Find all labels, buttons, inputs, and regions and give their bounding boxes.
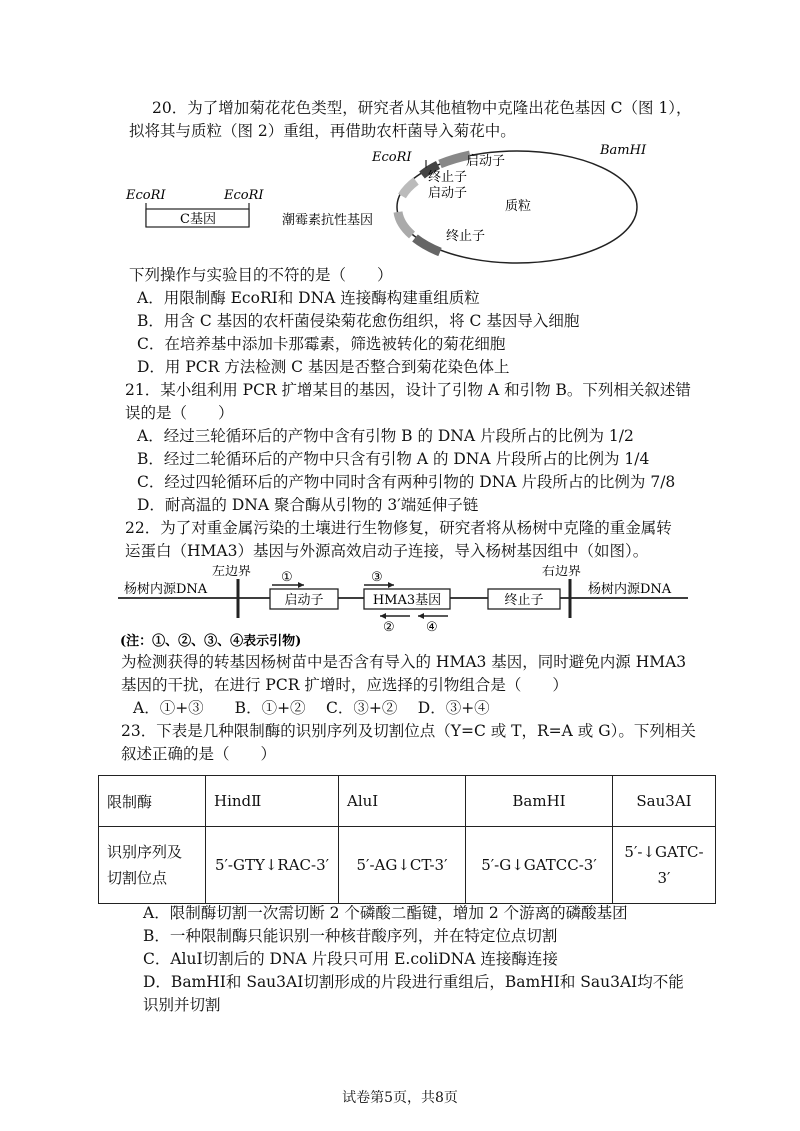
primer-note: (注：①、②、③、④表示引物) <box>120 634 302 649</box>
q20-question: 下列操作与实验目的不符的是（ ） <box>129 266 393 284</box>
q23-stem-line2: 叙述正确的是（ ） <box>121 745 277 763</box>
q22-stem-line2: 运蛋白（HMA3）基因与外源高效启动子连接，导入杨树基因组中（如图）。 <box>125 542 649 560</box>
q21-option-c: C．经过四轮循环后的产物中同时含有两种引物的 DNA 片段所占的比例为 7/8 <box>137 473 676 491</box>
q22-construct-diagram <box>118 565 698 650</box>
primer-4-label: ④ <box>426 620 438 635</box>
fig1-gene-label: C基因 <box>180 212 216 227</box>
fig1-left-site: EcoRⅠ <box>126 188 166 203</box>
fig2-plasmid <box>280 142 660 267</box>
fig2-promoter-inner: 启动子 <box>428 186 468 201</box>
primer-1-label: ① <box>281 570 293 585</box>
table-header-cell: 限制酶 <box>99 776 206 827</box>
fig2-terminator-bottom: 终止子 <box>446 229 486 244</box>
site-hindii: 5′-GTY↓RAC-3′ <box>206 827 339 904</box>
q20-stem-line2: 拟将其与质粒（图 2）重组，再借助农杆菌导入菊花中。 <box>129 122 516 140</box>
promoter-label: 启动子 <box>284 593 324 608</box>
fig1-right-site: EcoRⅠ <box>224 188 264 203</box>
site-alui: 5′-AG↓CT-3′ <box>339 827 466 904</box>
q21-option-d: D．耐高温的 DNA 聚合酶从引物的 3′端延伸子链 <box>137 496 479 514</box>
fig2-bamhi: BamHⅠ <box>600 143 647 158</box>
q22-body-line2: 基因的干扰，在进行 PCR 扩增时，应选择的引物组合是（ ） <box>121 676 568 694</box>
fig1-c-gene <box>118 185 278 235</box>
q21-stem-line1: 21．某小组利用 PCR 扩增某目的基因，设计了引物 A 和引物 B。下列相关叙述错 <box>125 381 691 399</box>
q23-stem-line1: 23．下表是几种限制酶的识别序列及切割位点（Y=C 或 T，R=A 或 G）。下列相关 <box>121 722 696 740</box>
fig2-ecori: EcoRⅠ <box>372 150 412 165</box>
q22-stem-line1: 22．为了对重金属污染的土壤进行生物修复，研究者将从杨树中克隆的重金属转 <box>125 519 672 537</box>
q23-option-a: A．限制酶切割一次需切断 2 个磷酸二酯键，增加 2 个游离的磷酸基团 <box>143 904 628 922</box>
table-row <box>99 776 716 827</box>
q23-option-d-cont: 识别并切割 <box>143 996 221 1014</box>
q20-stem-line1: 20．为了增加菊花花色类型，研究者从其他植物中克隆出花色基因 C（图 1）， <box>152 99 692 117</box>
q23-option-c: C．AluⅠ切割后的 DNA 片段只可用 E.coliDNA 连接酶连接 <box>143 950 558 968</box>
table-row <box>99 827 716 904</box>
q21-option-b: B．经过二轮循环后的产物中只含有引物 A 的 DNA 片段所占的比例为 1/4 <box>137 450 650 468</box>
site-bamhi: 5′-G↓GATCC-3′ <box>466 827 613 904</box>
site-sau3ai: 5′-↓GATC-3′ <box>613 827 716 904</box>
q23-option-d: D．BamHⅠ和 Sau3AⅠ切割形成的片段进行重组后，BamHⅠ和 Sau3AⅠ均不能 <box>143 973 684 991</box>
q23-option-b: B．一种限制酶只能识别一种核苷酸序列，并在特定位点切割 <box>143 927 558 945</box>
q20-option-b: B．用含 C 基因的农杆菌侵染菊花愈伤组织，将 C 基因导入细胞 <box>137 312 580 330</box>
q22-options: A．①+③ B．①+② C．③+② D．③+④ <box>133 699 490 717</box>
primer-2-label: ② <box>383 620 395 635</box>
fig2-resistance-gene: 潮霉素抗性基因 <box>282 213 374 228</box>
fig2-terminator-top: 终止子 <box>428 170 468 185</box>
right-endogenous-dna: 杨树内源DNA <box>588 582 672 597</box>
row2-head-line1: 识别序列及 <box>107 843 183 861</box>
q20-option-d: D．用 PCR 方法检测 C 基因是否整合到菊花染色体上 <box>137 358 510 376</box>
enzyme-hindii: HindⅡ <box>206 776 339 827</box>
q20-option-c: C．在培养基中添加卡那霉素，筛选被转化的菊花细胞 <box>137 335 506 353</box>
q22-body-line1: 为检测获得的转基因杨树苗中是否含有导入的 HMA3 基因，同时避免内源 HMA3 <box>121 653 687 671</box>
enzyme-sau3ai: Sau3AⅠ <box>613 776 716 827</box>
fig2-promoter-top: 启动子 <box>466 154 506 169</box>
page-footer: 试卷第5页，共8页 <box>342 1090 458 1106</box>
row2-head-line2: 切割位点 <box>107 869 168 887</box>
q21-stem-line2: 误的是（ ） <box>125 404 234 422</box>
q21-option-a: A．经过三轮循环后的产物中含有引物 B 的 DNA 片段所占的比例为 1/2 <box>137 427 634 445</box>
primer-3-label: ③ <box>371 570 383 585</box>
enzyme-bamhi: BamHⅠ <box>466 776 613 827</box>
enzyme-alui: AluⅠ <box>339 776 466 827</box>
table-header-cell <box>99 827 206 904</box>
terminator-label: 终止子 <box>504 593 544 608</box>
left-border-label: 左边界 <box>212 565 252 579</box>
enzyme-table <box>98 775 716 904</box>
right-border-label: 右边界 <box>542 565 582 579</box>
q20-option-a: A．用限制酶 EcoRⅠ和 DNA 连接酶构建重组质粒 <box>137 289 480 307</box>
fig2-plasmid-label: 质粒 <box>505 199 532 214</box>
hma3-gene-label: HMA3基因 <box>372 593 442 608</box>
left-endogenous-dna: 杨树内源DNA <box>124 582 208 597</box>
